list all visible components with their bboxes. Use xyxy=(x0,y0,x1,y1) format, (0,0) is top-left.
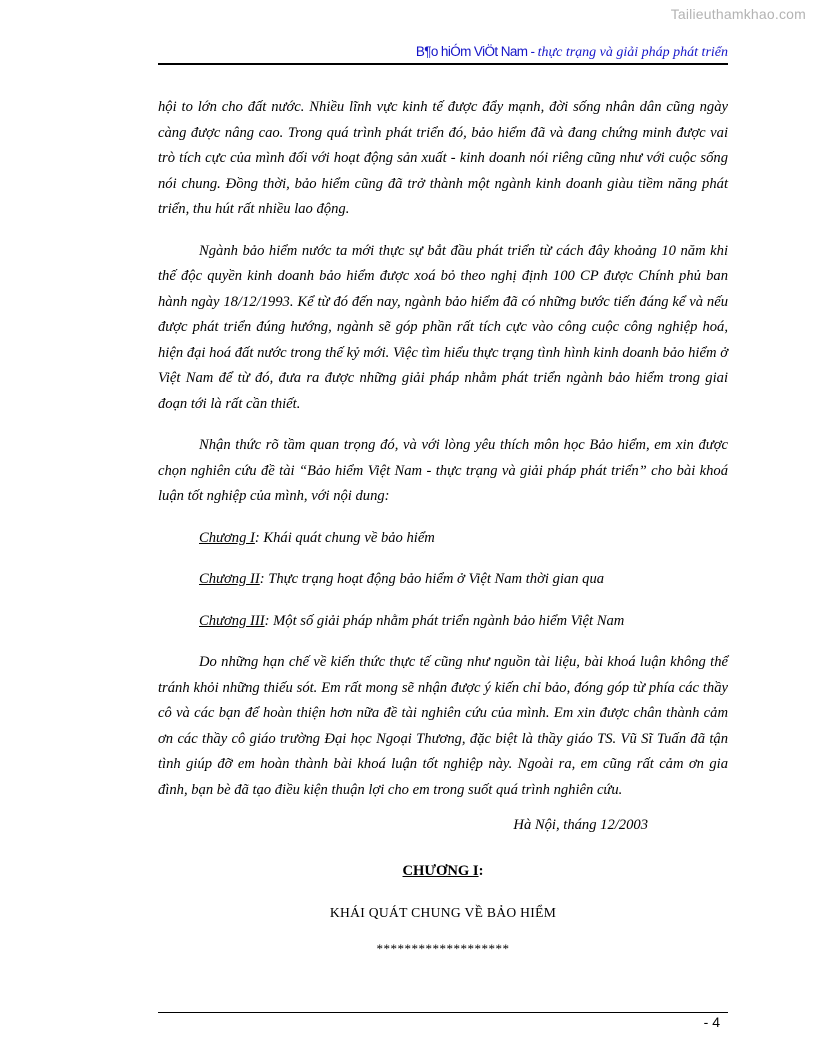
chapter-text: : Một số giải pháp nhằm phát triển ngành bảo hiểm Việt Nam xyxy=(264,612,625,629)
page-body xyxy=(158,95,728,961)
chapter-label: Chương I xyxy=(199,529,255,546)
chapter-subtitle: KHÁI QUÁT CHUNG VỀ BẢO HIỂM xyxy=(329,905,557,920)
chapter-heading-label: CHƯƠNG I xyxy=(402,862,479,879)
place-date: Hà Nội, tháng 12/2003 xyxy=(513,817,648,833)
watermark: Tailieuthamkhao.com xyxy=(670,6,806,22)
running-header xyxy=(158,44,728,65)
page-number: - 4 xyxy=(703,1014,720,1030)
paragraph-3: Nhận thức rõ tầm quan trọng đó, và với lòng yêu thích môn học Bảo hiểm, em xin được chọn nghiên cứu đề tài “Bảo hiểm Việt Nam - thực trạng và giải pháp phát triển” cho bài khoá luận tốt nghiệp của mình, với nội dung: xyxy=(158,437,728,504)
chapter-text: : Thực trạng hoạt động bảo hiểm ở Việt Nam thời gian qua xyxy=(259,571,605,587)
chapter-list-item-1 xyxy=(158,526,728,552)
paragraph-1: hội to lớn cho đất nước. Nhiều lĩnh vực kinh tế được đẩy mạnh, đời sống nhân dân cũng ngày càng được nâng cao. Trong quá trình phát triển đó, bảo hiểm đã và đang chứng minh được vai trò tích cực của mình đối với hoạt động sản xuất - kinh doanh nói riêng cũng như với cuộc sống nói chung. Đồng thời, bảo hiểm cũng đã trở thành một ngành kinh doanh giàu tiềm năng phát triển, thu hút rất nhiều lao động. xyxy=(158,99,728,217)
separator-stars: ******************* xyxy=(376,940,510,956)
chapter-heading xyxy=(158,859,728,885)
chapter-label: Chương II xyxy=(199,571,260,587)
chapter-label: Chương III xyxy=(199,612,265,629)
header-title: B¶o hiÓm ViÖt Nam - xyxy=(415,44,538,59)
paragraph-2: Ngành bảo hiểm nước ta mới thực sự bắt đầu phát triển từ cách đây khoảng 10 năm khi thế độc quyền kinh doanh bảo hiểm được xoá bỏ theo nghị định 100 CP được Chính phủ ban hành ngày 18/12/1993. Kể từ đó đến nay, ngành bảo hiểm đã có những bước tiến đáng kể và nếu được phát triển đúng hướng, ngành sẽ góp phần rất tích cực vào công cuộc công nghiệp hoá, hiện đại hoá đất nước trong thế kỷ mới. Việc tìm hiểu thực trạng tình hình kinh doanh bảo hiểm ở Việt Nam để từ đó, đưa ra được những giải pháp nhằm phát triển ngành bảo hiểm trong giai đoạn tới là rất cần thiết. xyxy=(158,242,728,412)
chapter-text: : Khái quát chung về bảo hiểm xyxy=(254,529,435,546)
footer-rule xyxy=(158,1012,728,1013)
header-subtitle: thực trạng và giải pháp phát triển xyxy=(537,45,728,60)
chapter-list-item-3 xyxy=(158,609,728,635)
chapter-heading-suffix: : xyxy=(478,862,484,879)
closing-paragraph: Do những hạn chế về kiến thức thực tế cũng như nguồn tài liệu, bài khoá luận không thể tránh khỏi những thiếu sót. Em rất mong sẽ nhận được ý kiến chỉ bảo, đóng góp từ phía các thầy cô và các bạn để hoàn thiện hơn nữa đề tài nghiên cứu của mình. Em xin được chân thành cảm ơn các thầy cô giáo trường Đại học Ngoại Thương, đặc biệt là thầy giáo TS. Vũ Sĩ Tuấn đã tận tình giúp đỡ em hoàn thành bài khoá luận tốt nghiệp này. Ngoài ra, em cũng rất cảm ơn gia đình, bạn bè đã tạo điều kiện thuận lợi cho em trong suốt quá trình nghiên cứu. xyxy=(158,654,728,798)
chapter-list-item-2 xyxy=(158,567,728,593)
